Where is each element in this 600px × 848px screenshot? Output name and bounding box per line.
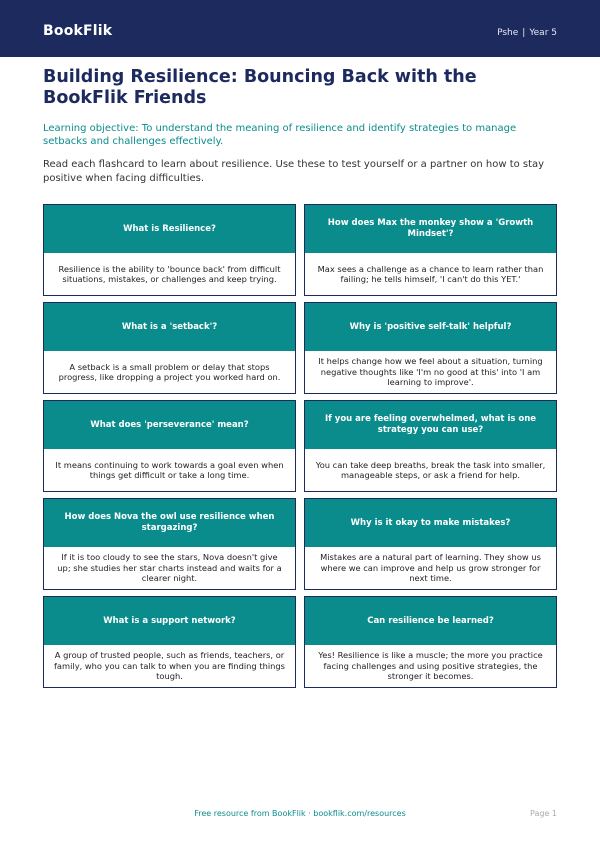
flashcard-answer: A setback is a small problem or delay that stops progress, like dropping a project you worked hard on. — [58, 361, 281, 382]
flashcard-question: If you are feeling overwhelmed, what is one strategy you can use? — [305, 401, 556, 449]
flashcard-answer: Resilience is the ability to 'bounce back' from difficult situations, mistakes, or challenges and keep trying. — [58, 263, 281, 284]
learning-objective: Learning objective: To understand the meaning of resilience and identify strategies to manage setbacks and challenges effectively. — [43, 123, 517, 147]
flashcard[interactable] — [304, 400, 557, 492]
flashcard-answer: Yes! Resilience is like a muscle; the more you practice facing challenges and using positive strategies, the stronger it becomes. — [318, 650, 543, 682]
flashcard-question: What does 'perseverance' mean? — [44, 401, 295, 449]
flashcard-answer: It helps change how we feel about a situation, turning negative thoughts like 'I'm no good at this' into 'I am learning to improve'. — [318, 356, 543, 388]
flashcard-answer: If it is too cloudy to see the stars, Nova doesn't give up; she studies her star charts instead and waits for a clearer night. — [57, 552, 282, 584]
subject-label: Pshe — [497, 28, 519, 38]
flashcard[interactable] — [43, 302, 296, 394]
flashcard-answer: It means continuing to work towards a goal even when things get difficult or take a long time. — [55, 459, 284, 480]
flashcard-answer: Max sees a challenge as a chance to learn rather than failing; he tells himself, 'I can't do this YET.' — [317, 263, 544, 284]
header-meta — [497, 28, 557, 38]
page-number: Page 1 — [530, 809, 557, 818]
flashcard[interactable] — [304, 204, 557, 296]
year-label: Year 5 — [529, 28, 557, 38]
flashcard-question: What is a support network? — [44, 597, 295, 645]
flashcard-question: Why is it okay to make mistakes? — [305, 499, 556, 547]
flashcard-question: How does Max the monkey show a 'Growth Mindset'? — [305, 205, 556, 253]
meta-separator: | — [522, 28, 526, 38]
flashcard-question: How does Nova the owl use resilience when stargazing? — [44, 499, 295, 547]
page-title: Building Resilience: Bouncing Back with the BookFlik Friends — [43, 67, 477, 108]
flashcard-answer: A group of trusted people, such as friends, teachers, or family, who you can talk to when you are finding things tough. — [54, 650, 285, 682]
flashcard[interactable] — [43, 204, 296, 296]
header-bar — [0, 0, 600, 57]
flashcard[interactable] — [43, 596, 296, 688]
flashcard-question: What is Resilience? — [44, 205, 295, 253]
brand-logo[interactable]: BookFlik — [43, 23, 113, 39]
flashcard[interactable] — [304, 596, 557, 688]
flashcard-answer: You can take deep breaths, break the task into smaller, manageable steps, or ask a friend for help. — [315, 459, 546, 480]
flashcard-answer: Mistakes are a natural part of learning. They show us where we can improve and help us grow stronger for next time. — [320, 552, 541, 584]
flashcard-question: Can resilience be learned? — [305, 597, 556, 645]
flashcard-question: What is a 'setback'? — [44, 303, 295, 351]
flashcard[interactable] — [304, 302, 557, 394]
intro-text: Read each flashcard to learn about resilience. Use these to test yourself or a partner on how to stay positive when facing difficulties. — [43, 159, 545, 184]
flashcard[interactable] — [304, 498, 557, 590]
flashcard-question: Why is 'positive self-talk' helpful? — [305, 303, 556, 351]
footer-link[interactable]: Free resource from BookFlik · bookflik.com/resources — [194, 809, 406, 818]
flashcard[interactable] — [43, 498, 296, 590]
flashcard[interactable] — [43, 400, 296, 492]
